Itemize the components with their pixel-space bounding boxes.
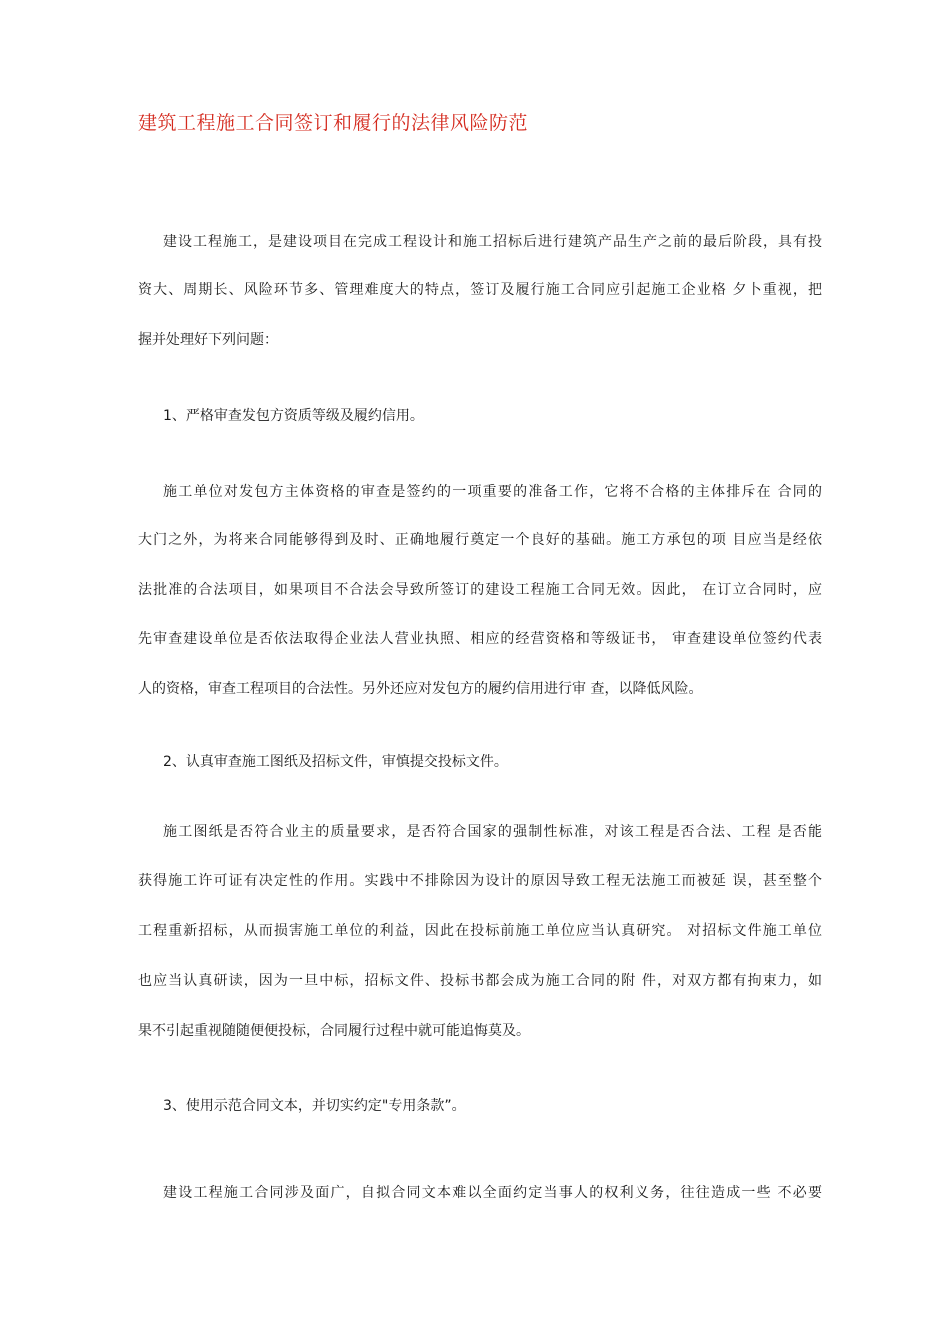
paragraph-3-line-2: 获得施工许可证有决定性的作用。实践中不排除因为设计的原因导致工程无法施工而被延 误，甚至整个 [138,873,822,889]
section-heading-3: 3、使用示范合同文本，并切实约定"专用条款”。 [163,1098,466,1114]
document-title: 建筑工程施工合同签订和履行的法律风险防范 [138,112,529,134]
paragraph-2-line-5: 人的资格，审查工程项目的合法性。另外还应对发包方的履约信用进行审 查，以降低风险。 [138,681,703,697]
paragraph-3-line-5: 果不引起重视随随便便投标，合同履行过程中就可能追悔莫及。 [138,1023,530,1039]
paragraph-4-line-1: 建设工程施工合同涉及面广，自拟合同文本难以全面约定当事人的权利义务，往往造成一些 不必要 [163,1185,822,1201]
paragraph-2-line-3: 法批准的合法项目，如果项目不合法会导致所签订的建设工程施工合同无效。因此， 在订立合同时，应 [138,582,822,598]
paragraph-1-line-1: 建设工程施工，是建设项目在完成工程设计和施工招标后进行建筑产品生产之前的最后阶段，具有投 [163,234,822,250]
paragraph-3-line-1: 施工图纸是否符合业主的质量要求，是否符合国家的强制性标准，对该工程是否合法、工程 是否能 [163,824,822,840]
section-heading-2: 2、认真审查施工图纸及招标文件，审慎提交投标文件。 [163,754,508,770]
paragraph-3-line-4: 也应当认真研读，因为一旦中标，招标文件、投标书都会成为施工合同的附 件，对双方都有拘束力，如 [138,973,822,989]
paragraph-1-line-3: 握并处理好下列问题： [138,332,278,348]
paragraph-2-line-1: 施工单位对发包方主体资格的审查是签约的一项重要的准备工作，它将不合格的主体排斥在 合同的 [163,484,822,500]
paragraph-1-line-2: 资大、周期长、风险环节多、管理难度大的特点，签订及履行施工合同应引起施工企业格 夕卜重视，把 [138,282,822,298]
paragraph-2-line-2: 大门之外，为将来合同能够得到及时、正确地履行奠定一个良好的基础。施工方承包的项 目应当是经依 [138,532,822,548]
section-heading-1: 1、严格审查发包方资质等级及履约信用。 [163,408,424,424]
paragraph-2-line-4: 先审查建设单位是否依法取得企业法人营业执照、相应的经营资格和等级证书， 审查建设单位签约代表 [138,631,822,647]
paragraph-3-line-3: 工程重新招标，从而损害施工单位的利益，因此在投标前施工单位应当认真研究。 对招标文件施工单位 [138,923,822,939]
